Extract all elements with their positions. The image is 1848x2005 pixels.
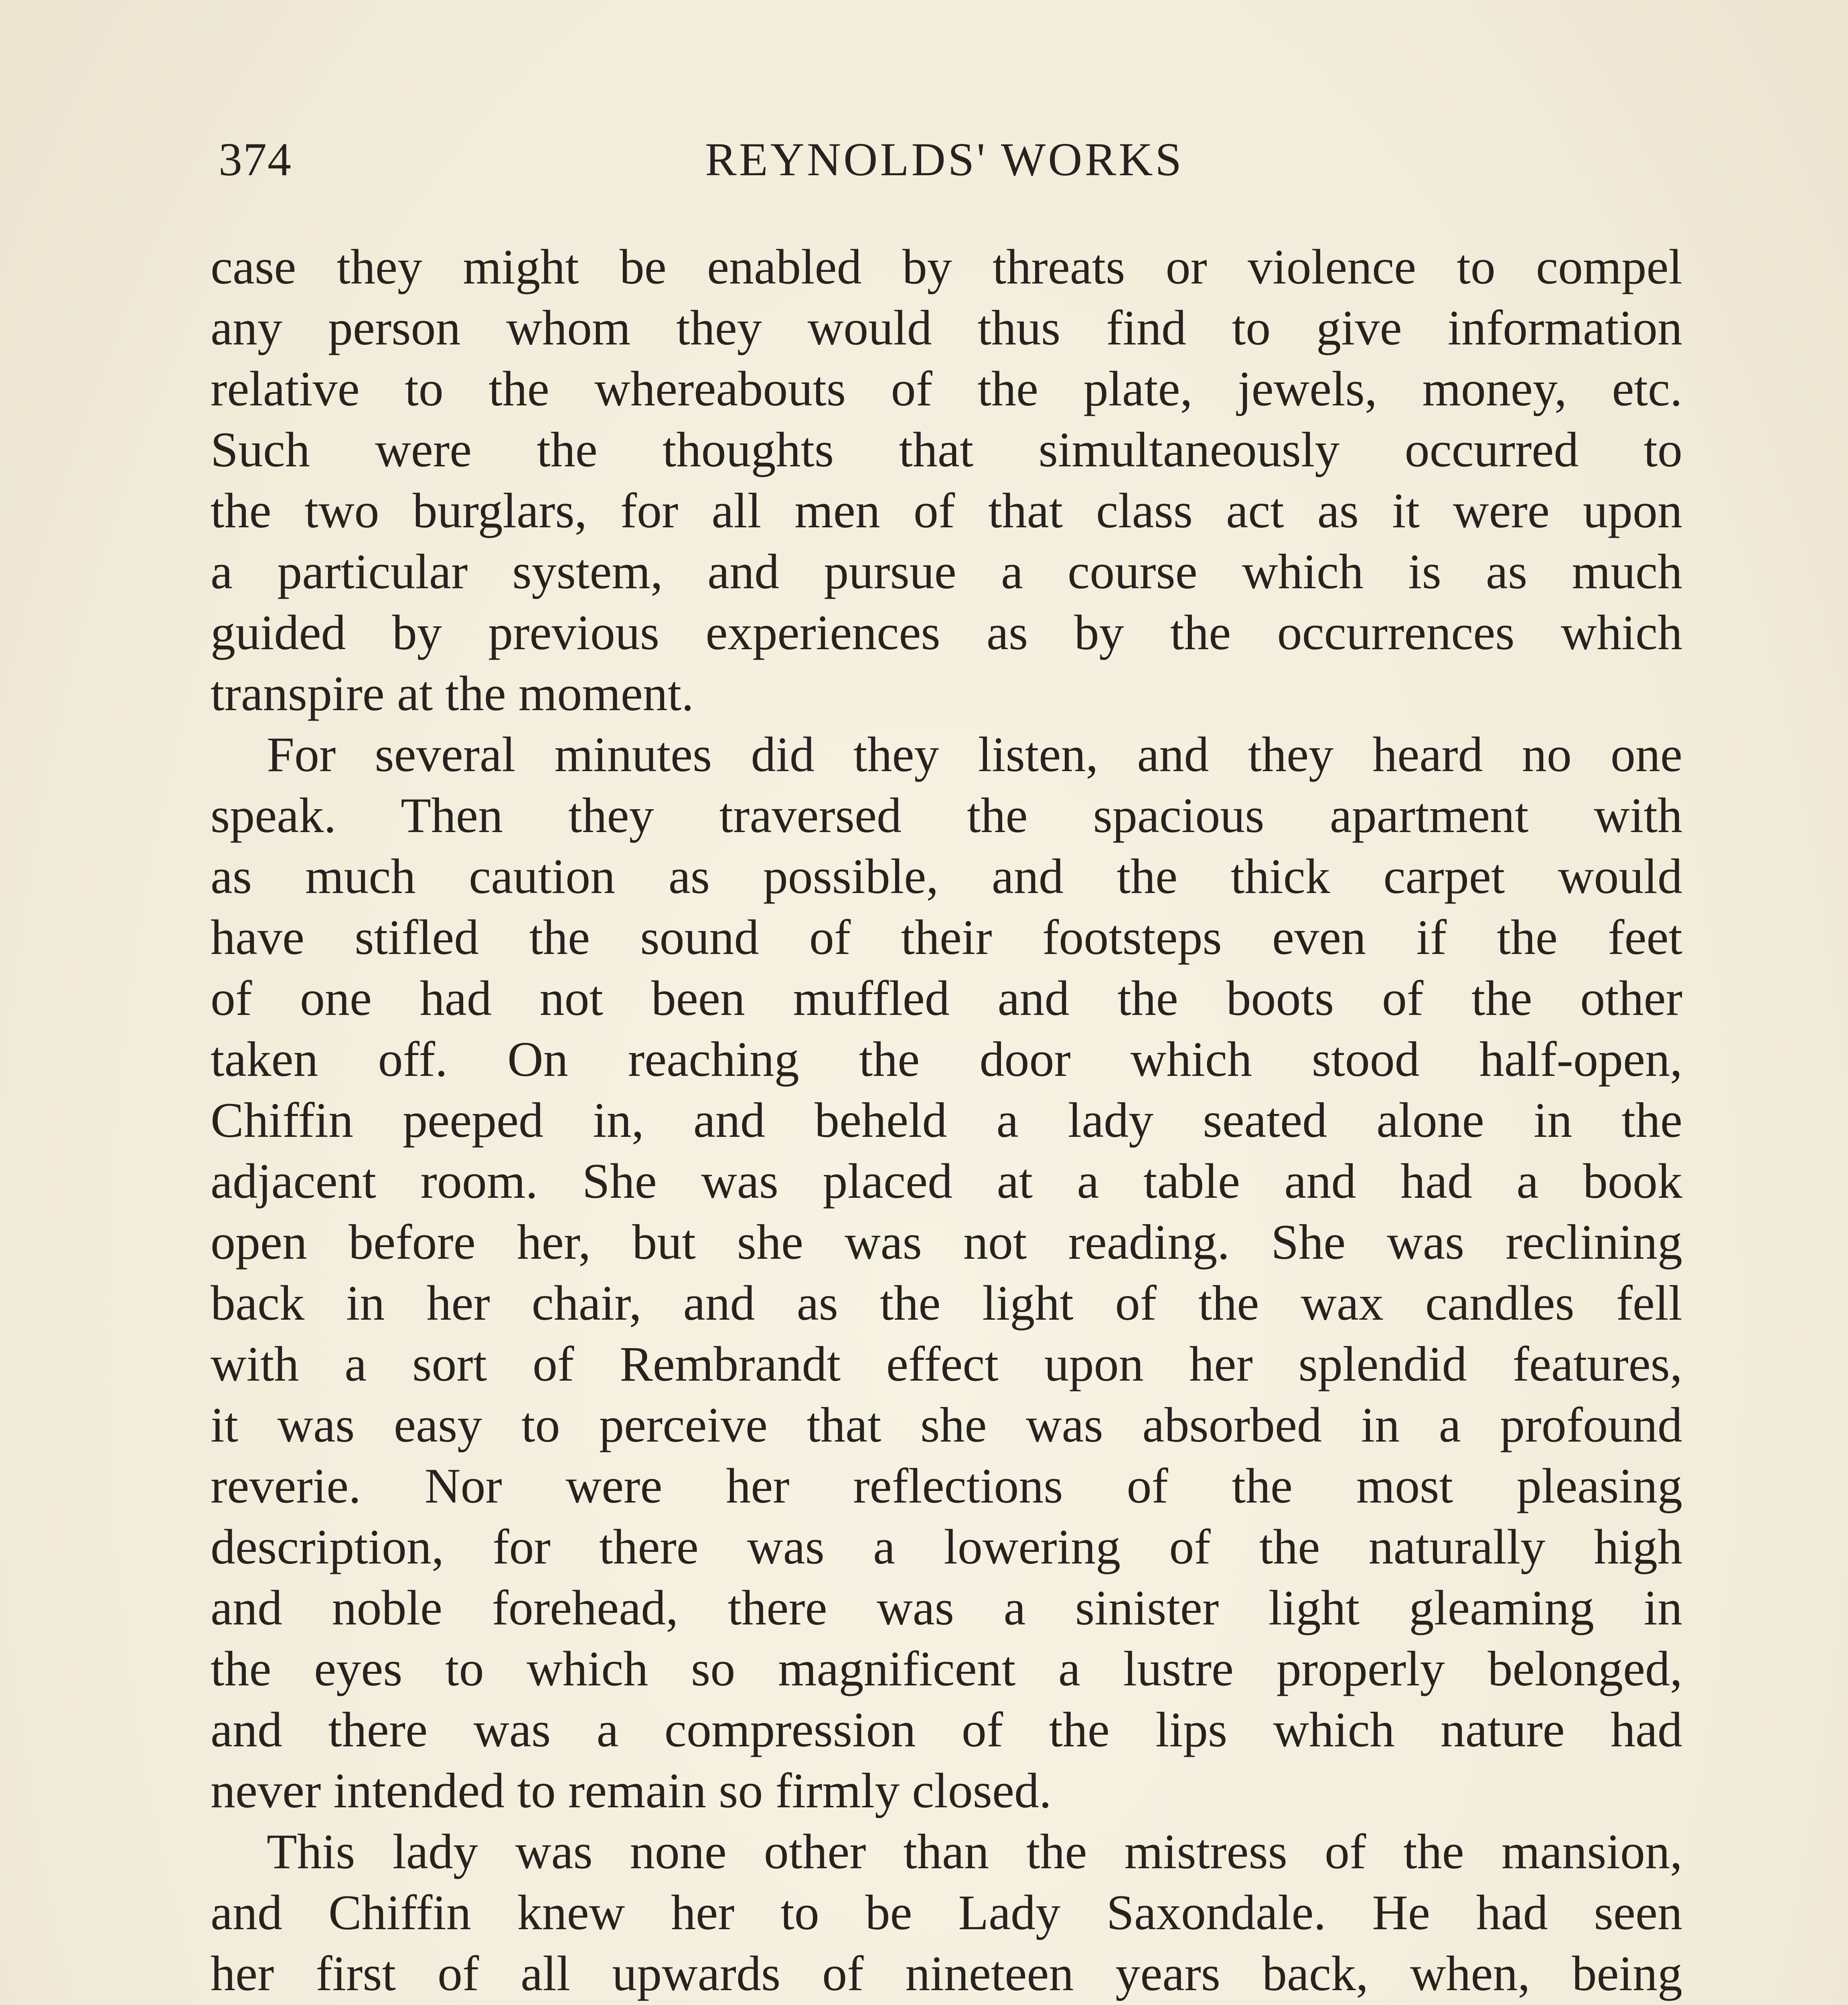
text-line: a particular system, and pursue a course which is as much <box>211 544 1682 599</box>
text-line: relative to the whereabouts of the plate, jewels, money, etc. <box>211 361 1682 416</box>
text-line: her first of all upwards of nineteen years back, when, being <box>211 1946 1682 2001</box>
text-line: guided by previous experiences as by the occurrences which <box>211 605 1682 660</box>
text-line: any person whom they would thus find to give information <box>211 300 1682 355</box>
text-line: as much caution as possible, and the thick carpet would <box>211 849 1682 904</box>
text-line: reverie. Nor were her reflections of the most pleasing <box>211 1458 1682 1513</box>
text-line: and noble forehead, there was a sinister light gleaming in <box>211 1580 1682 1635</box>
text-line: of one had not been muffled and the boots of the other <box>211 971 1682 1026</box>
text-line: open before her, but she was not reading. She was reclining <box>211 1215 1682 1270</box>
body-text <box>211 237 1682 2005</box>
text-line: transpire at the moment. <box>211 666 694 721</box>
text-line: the two burglars, for all men of that class act as it were upon <box>211 483 1682 538</box>
text-line: taken off. On reaching the door which stood half-open, <box>211 1032 1682 1087</box>
text-line: adjacent room. She was placed at a table and had a book <box>211 1154 1682 1209</box>
page-number: 374 <box>219 133 292 186</box>
text-line: with a sort of Rembrandt effect upon her splendid features, <box>211 1337 1682 1391</box>
text-line: back in her chair, and as the light of the wax candles fell <box>211 1276 1682 1331</box>
text-line: and there was a compression of the lips which nature had <box>211 1702 1682 1757</box>
text-line: never intended to remain so firmly closed. <box>211 1763 1052 1818</box>
text-line: For several minutes did they listen, and they heard no one <box>267 727 1682 782</box>
text-line: have stifled the sound of their footsteps even if the feet <box>211 910 1682 965</box>
text-line: case they might be enabled by threats or violence to compel <box>211 239 1682 294</box>
text-line: Such were the thoughts that simultaneously occurred to <box>211 422 1682 477</box>
text-line: it was easy to perceive that she was absorbed in a profound <box>211 1397 1682 1452</box>
text-line: Chiffin peeped in, and beheld a lady seated alone in the <box>211 1093 1682 1148</box>
running-title: REYNOLDS' WORKS <box>705 133 1184 186</box>
text-line: speak. Then they traversed the spacious apartment with <box>211 788 1682 843</box>
text-line: the eyes to which so magnificent a lustre properly belonged, <box>211 1641 1682 1696</box>
page-header <box>219 132 1670 188</box>
text-line: description, for there was a lowering of the naturally high <box>211 1519 1682 1574</box>
text-line: This lady was none other than the mistress of the mansion, <box>267 1824 1682 1879</box>
text-line: and Chiffin knew her to be Lady Saxondale. He had seen <box>211 1885 1682 1940</box>
